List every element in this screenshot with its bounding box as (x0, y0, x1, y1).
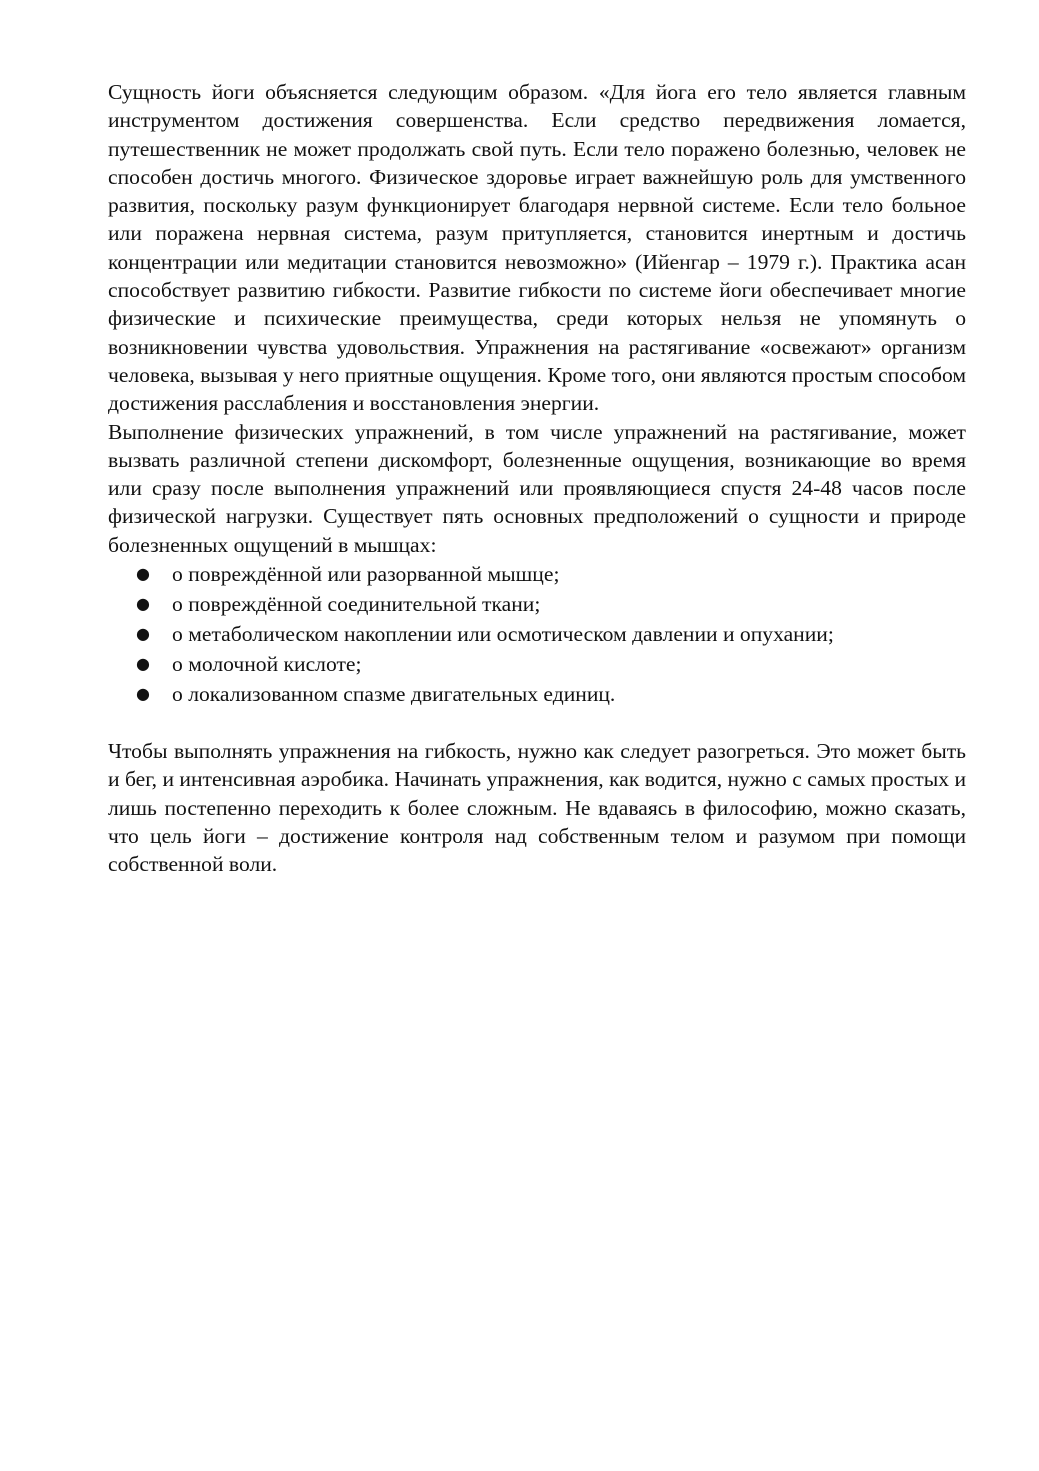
bullet-icon: ● (136, 624, 150, 644)
list-item-text: о повреждённой или разорванной мышце; (172, 562, 560, 587)
list-item (136, 649, 966, 679)
document-body (108, 78, 966, 879)
list-item-text: о повреждённой соединительной ткани; (172, 592, 541, 617)
list-item (136, 679, 966, 709)
list-item-text: о локализованном спазме двигательных единиц. (172, 682, 616, 707)
bullet-icon: ● (136, 564, 150, 584)
bullet-icon: ● (136, 684, 150, 704)
paragraph-yoga-essence: Сущность йоги объясняется следующим образом. «Для йога его тело является главным инструментом достижения совершенства. Если средство передвижения ломается, путешественник не может продолжать свой путь. Если тело поражено болезнью, человек не способен достичь многого. Физическое здоровье играет важнейшую роль для умственного развития, поскольку разум функционирует благодаря нервной системе. Если тело больное или поражена нервная система, разум притупляется, становится инертным и достичь концентрации или медитации становится невозможно» (Ийенгар – 1979 г.). Практика асан способствует развитию гибкости. Развитие гибкости по системе йоги обеспечивает многие физические и психические преимущества, среди которых нельзя не упомянуть о возникновении чувства удовольствия. Упражнения на растягивание «освежают» организм человека, вызывая у него приятные ощущения. Кроме того, они являются простым способом достижения расслабления и восстановления энергии. (108, 80, 966, 416)
list-item (136, 589, 966, 619)
paragraph-spacer (108, 709, 966, 737)
paragraph-muscle-discomfort: Выполнение физических упражнений, в том числе упражнений на растягивание, может вызвать различной степени дискомфорт, болезненные ощущения, возникающие во время или сразу после выполнения упражнений или проявляющиеся спустя 24-48 часов после физической нагрузки. Существует пять основных предположений о сущности и природе болезненных ощущений в мышцах: (108, 419, 966, 557)
assumptions-list (108, 559, 966, 709)
list-item-text: о молочной кислоте; (172, 652, 362, 677)
list-item (136, 559, 966, 589)
bullet-icon: ● (136, 654, 150, 674)
list-item-text: о метаболическом накоплении или осмотическом давлении и опухании; (172, 622, 834, 647)
bullet-icon: ● (136, 594, 150, 614)
list-item (136, 619, 966, 649)
paragraph-warmup: Чтобы выполнять упражнения на гибкость, нужно как следует разогреться. Это может быть и бег, и интенсивная аэробика. Начинать упражнения, как водится, нужно с самых простых и лишь постепенно переходить к более сложным. Не вдаваясь в философию, можно сказать, что цель йоги – достижение контроля над собственным телом и разумом при помощи собственной воли. (108, 739, 966, 877)
